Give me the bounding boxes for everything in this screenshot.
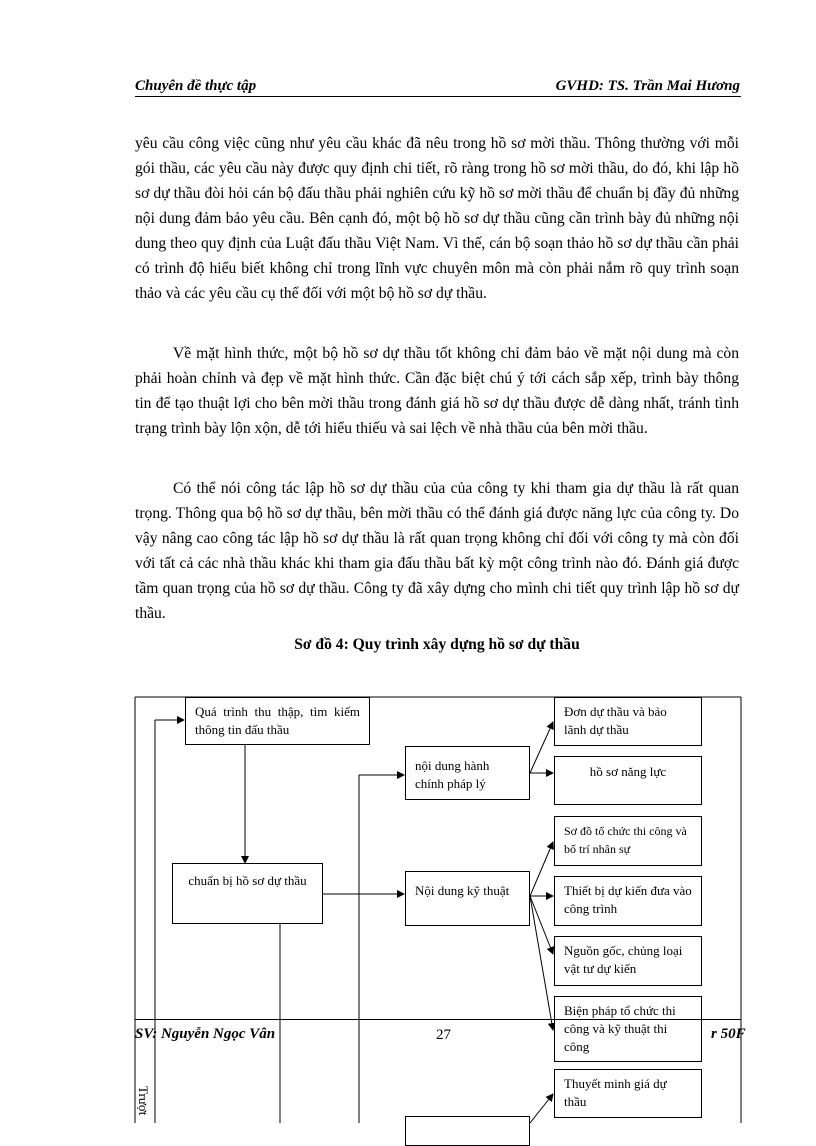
box-materials: Nguồn gốc, chủng loại vật tư dự kiến — [554, 936, 702, 986]
box-org-chart: Sơ đồ tổ chức thi công và bố trí nhân sự — [554, 816, 702, 866]
box-lower-partial — [405, 1116, 530, 1146]
box-collect-info: Quá trình thu thập, tìm kiếm thông tin đấu thầu — [185, 697, 370, 745]
header-course-title: Chuyên đề thực tập — [135, 78, 257, 94]
box-bid-price: Thuyết minh giá dự thầu — [554, 1069, 702, 1118]
paragraph-2: Về mặt hình thức, một bộ hồ sơ dự thầu tốt không chỉ đảm bảo về mặt nội dung mà còn phải hoàn chỉnh và đẹp về mặt hình thức. Cần đặc biệt chú ý tới cách sắp xếp, trình bày thông tin để tạo thuật lợi cho bên mời thầu trong đánh giá hồ sơ dự thầu được dễ dàng nhất, tránh tình trạng trình bày lộn xộn, dễ tới hiểu thiếu và sai lệch về nhà thầu của bên mời thầu. — [135, 345, 739, 437]
footer-class-code: r 50F — [711, 1026, 746, 1042]
box-capacity: hồ sơ năng lực — [554, 756, 702, 805]
diagram-caption: Sơ đồ 4: Quy trình xây dựng hồ sơ dự thầu — [294, 636, 580, 653]
page-number: 27 — [436, 1027, 451, 1043]
box-prepare-bid: chuẩn bị hồ sơ dự thầu — [172, 863, 323, 924]
box-methods: Biện pháp tổ chức thi công và kỹ thuật thi công — [554, 996, 702, 1062]
side-label: Trượt — [136, 1086, 151, 1116]
box-bid-form: Đơn dự thầu và bảo lãnh dự thầu — [554, 697, 702, 746]
box-technical: Nội dung kỹ thuật — [405, 871, 530, 926]
box-equipment: Thiết bị dự kiến đưa vào công trình — [554, 876, 702, 926]
header-supervisor: GVHD: TS. Trần Mai Hương — [555, 78, 740, 94]
paragraph-3: Có thể nói công tác lập hồ sơ dự thầu của của công ty khi tham gia dự thầu là rất quan trọng. Thông qua bộ hồ sơ dự thầu, bên mời thầu có thể đánh giá được năng lực của công ty. Do vậy nâng cao công tác lập hồ sơ dự thầu là rất quan trọng không chỉ đối với công ty mà còn đối với tất cả các nhà thầu khác khi tham gia đấu thầu bất kỳ một công trình nào đó. Đánh giá được tầm quan trọng của hồ sơ dự thầu. Công ty đã xây dựng cho mình chi tiết quy trình lập hồ sơ dự thầu. — [135, 480, 739, 622]
paragraph-1: yêu cầu công việc cũng như yêu cầu khác đã nêu trong hồ sơ mời thầu. Thông thường với mỗi gói thầu, các yêu cầu này được quy định chi tiết, rõ ràng trong hồ sơ mời thầu, do đó, khi lập hồ sơ dự thầu đòi hỏi cán bộ đấu thầu phải nghiên cứu kỹ hồ sơ mời thầu để chuẩn bị đầy đủ những nội dung đảm bảo yêu cầu. Bên cạnh đó, một bộ hồ sơ dự thầu cũng cần trình bày đủ những nội dung theo quy định của Luật đấu thầu Việt Nam. Vì thế, cán bộ soạn thảo hồ sơ dự thầu cần phải có trình độ hiểu biết không chỉ trong lĩnh vực chuyên môn mà còn phải nắm rõ quy trình soạn thảo và các yêu cầu cụ thể đối với một bộ hồ sơ dự thầu. — [135, 135, 739, 302]
footer-student-name: SV: Nguyễn Ngọc Vân — [135, 1026, 276, 1042]
footer-divider — [135, 1019, 741, 1020]
box-admin-legal: nội dung hành chính pháp lý — [405, 746, 530, 800]
